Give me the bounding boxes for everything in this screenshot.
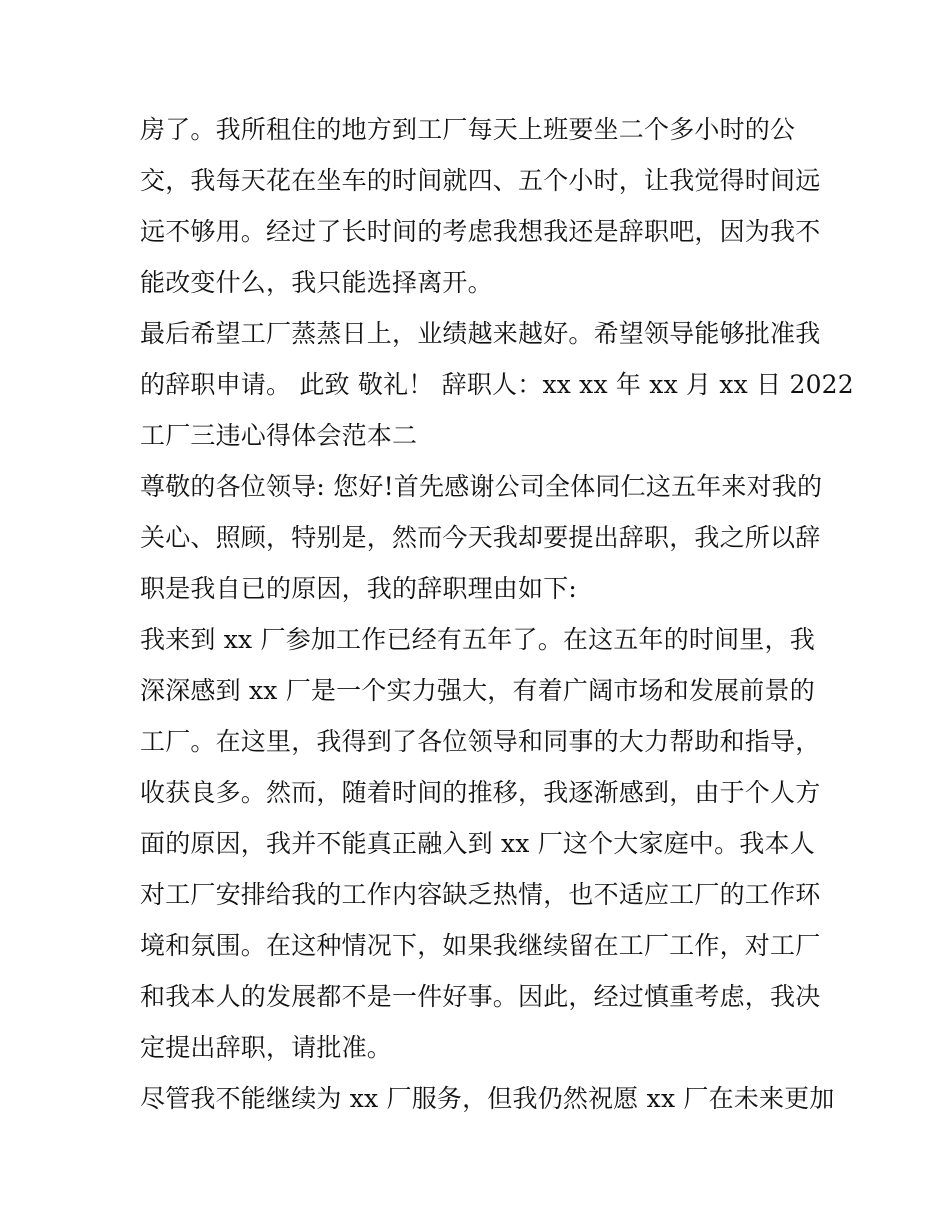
text-line: 我来到 xx 厂参加工作已经有五年了。在这五年的时间里，我	[140, 625, 815, 654]
text-line: 最后希望工厂蒸蒸日上，业绩越来越好。希望领导能够批准我	[140, 319, 821, 348]
text-line: 面的原因，我并不能真正融入到 xx 厂这个大家庭中。我本人	[140, 829, 815, 858]
text-line: 尊敬的各位领导: 您好!首先感谢公司全体同仁这五年来对我的	[140, 472, 823, 501]
text-line: 远不够用。经过了长时间的考虑我想我还是辞职吧，因为我不	[140, 217, 821, 246]
text-line: 能改变什么，我只能选择离开。	[140, 268, 493, 297]
text-line: 境和氛围。在这种情况下，如果我继续留在工厂工作，对工厂	[140, 931, 821, 960]
text-line: 房了。我所租住的地方到工厂每天上班要坐二个多小时的公	[140, 115, 796, 144]
text-line: 职是我自已的原因，我的辞职理由如下:	[140, 574, 578, 603]
text-line: 定提出辞职，请批准。	[140, 1033, 393, 1062]
text-line: 尽管我不能继续为 xx 厂服务，但我仍然祝愿 xx 厂在未来更加	[140, 1084, 835, 1113]
text-line: 交，我每天花在坐车的时间就四、五个小时，让我觉得时间远	[140, 166, 821, 195]
text-line: 关心、照顾，特别是，然而今天我却要提出辞职，我之所以辞	[140, 523, 821, 552]
text-line: 对工厂安排给我的工作内容缺乏热情，也不适应工厂的工作环	[140, 880, 821, 909]
text-line: 工厂。在这里，我得到了各位领导和同事的大力帮助和指导，	[140, 727, 821, 756]
text-line: 和我本人的发展都不是一件好事。因此，经过慎重考虑，我决	[140, 982, 821, 1011]
text-line: 的辞职申请。 此致 敬礼！ 辞职人：xx xx 年 xx 月 xx 日 2022	[140, 370, 854, 399]
section-heading: 工厂三违心得体会范本二	[140, 421, 418, 450]
text-line: 收获良多。然而，随着时间的推移，我逐渐感到，由于个人方	[140, 778, 821, 807]
text-line: 深深感到 xx 厂是一个实力强大，有着广阔市场和发展前景的	[140, 676, 815, 705]
document-body	[140, 104, 854, 1124]
